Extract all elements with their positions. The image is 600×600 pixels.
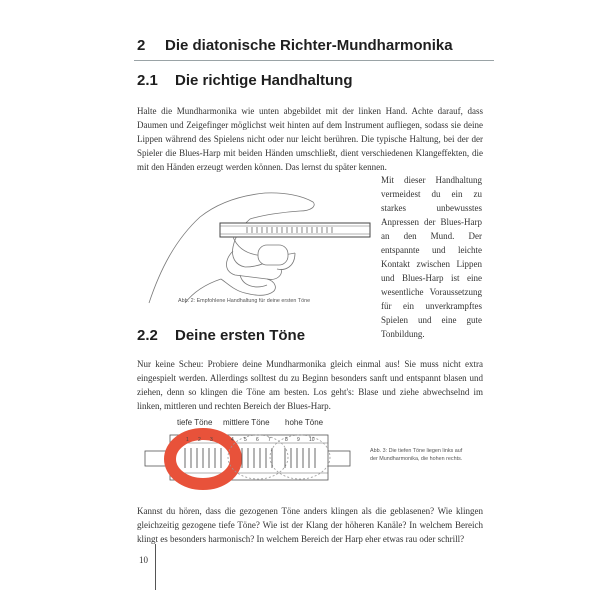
hole-number: 2	[198, 437, 201, 443]
chapter-rule	[134, 60, 494, 61]
section-number: 2.1	[137, 72, 158, 89]
low-tones-label: tiefe Töne	[177, 418, 213, 427]
figure-3-caption-line1: Abb. 3: Die tiefen Töne liegen links auf	[370, 448, 463, 454]
section-2-1-side-text: Mit dieser Handhaltung vermeidest du ein zu starkes unbewusstes Anpressen der Blues-Harp an den Mund. Der entspannte und leichte Kontakt zwischen Lippen und Blues-Harp ist eine wesentliche Voraussetzung für ein unverkrampftes Spielen und eine gute Tonbildung.	[381, 175, 482, 339]
middle-tones-label: mittlere Töne	[223, 418, 270, 427]
page-number-divider	[155, 544, 156, 590]
hole-number: 4	[231, 437, 234, 443]
section-2-2-closing: Kannst du hören, dass die gezogenen Töne anders klingen als die geblasenen? Wie klingen gleichzeitig gezogene tiefe Töne? Wie ist der Klang der höheren Kanäle? In welchem Bereich klingt es besonders harmonisch? In welchem Bereich der Harp eher etwas rau oder schrill?	[137, 506, 483, 544]
section-2-2-paragraph: Nur keine Scheu: Probiere deine Mundharmonika gleich einmal aus! Sie muss nicht extra eingespielt werden. Allerdings solltest du zu Beginn besonders sanft und entspannt blasen und ziehen, denn so klingen die Töne am besten. Los geht's: Blase und ziehe abwechselnd im linken, mittleren und rechten Bereich der Blues-Harp.	[137, 359, 483, 411]
figure-2-caption: Abb. 2: Empfohlene Handhaltung für deine ersten Töne	[178, 298, 311, 304]
section-heading-2-1	[137, 72, 353, 89]
chapter-number: 2	[137, 37, 146, 54]
section-heading-2-2	[137, 327, 305, 344]
hole-number: 6	[256, 437, 259, 443]
section-2-1-paragraph: Halte die Mundharmonika wie unten abgebildet mit der linken Hand. Achte darauf, dass Daumen und Zeigefinger möglichst weit hinten auf dem Instrument aufliegen, sodass sie deine Lippen während des Spielens nicht oder nur leicht berühren. Die typische Haltung, bei der der Spieler die Blues-Harp mit beiden Händen umschließt, dient verschiedenen Klangeffekten, die mit den Händen erzeugt werden können. Das lernst du später kennen.	[137, 106, 483, 172]
hand-harmonica-illustration	[145, 175, 370, 305]
section-number: 2.2	[137, 327, 158, 344]
hole-number: 7	[268, 437, 271, 443]
chapter-heading	[137, 37, 453, 54]
hole-number: 3	[210, 437, 213, 443]
hole-number: 10	[309, 437, 315, 443]
chapter-title: Die diatonische Richter-Mundharmonika	[165, 37, 453, 54]
hole-number: 9	[297, 437, 300, 443]
harmonica-ranges-diagram	[145, 413, 365, 503]
figure-3-caption-line2: der Mundharmonika, die hohen rechts.	[370, 456, 463, 462]
high-tones-label: hohe Töne	[285, 418, 324, 427]
hole-number: 8	[285, 437, 288, 443]
hole-number: 1	[186, 437, 189, 443]
page-number: 10	[139, 555, 148, 565]
section-title: Deine ersten Töne	[175, 327, 306, 344]
hole-number: 5	[244, 437, 247, 443]
section-title: Die richtige Handhaltung	[175, 72, 353, 89]
